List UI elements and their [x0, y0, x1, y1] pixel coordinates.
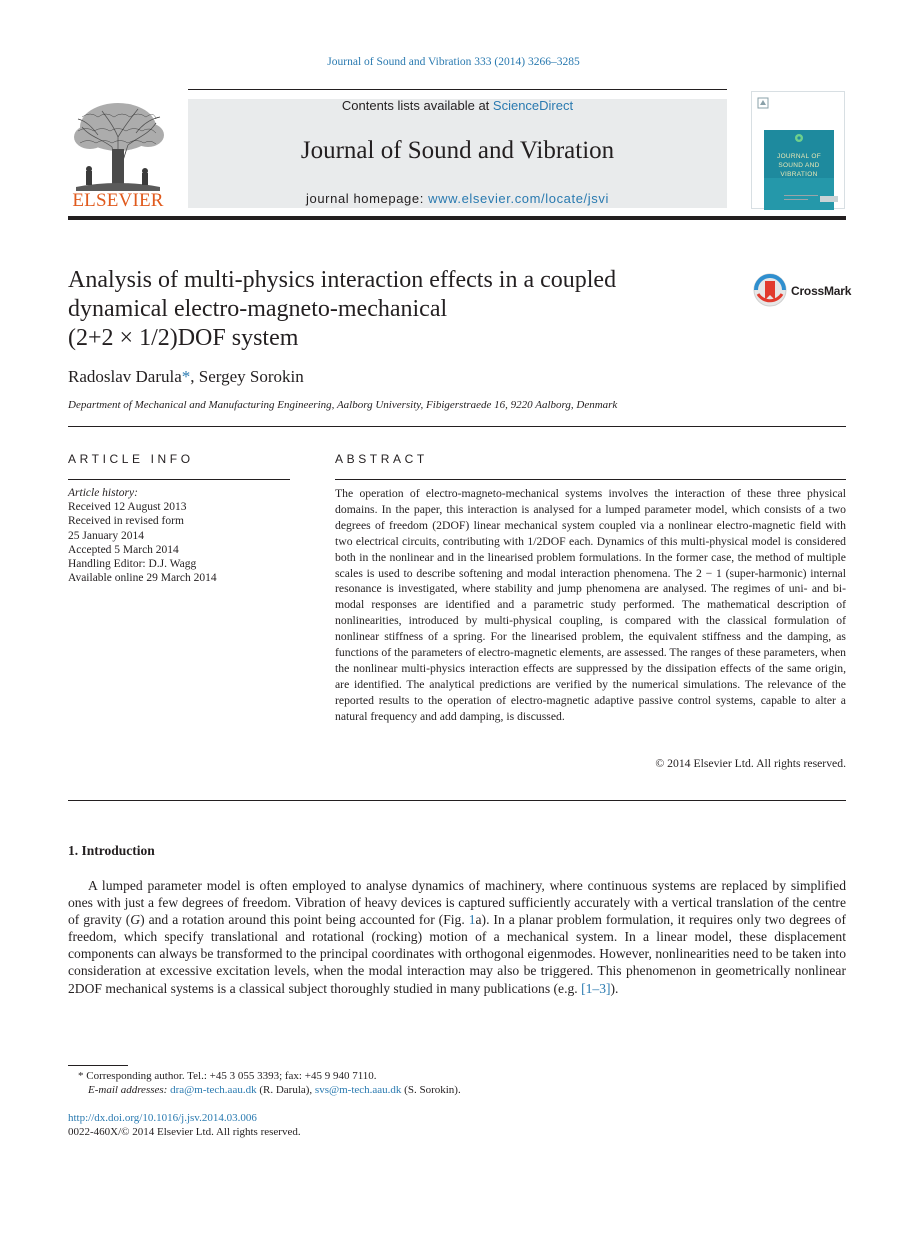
email-owner: (R. Darula), — [256, 1084, 315, 1096]
author-sorokin: , Sergey Sorokin — [190, 367, 304, 386]
abstract-text: The operation of electro-magneto-mechanical systems involves the interaction of these three physical domains. In the paper, this interaction is analysed for a lumped parameter model, which consists of a two degrees of freedom (2DOF) linear mechanical system coupled via a nonlinear electro-magnetic field with two electrical circuits, contributing with 1/2DOF each. Dynamics of this multi-physical model is considered both in the nonlinear and in the linearised problem formulations. In the former case, the method of multiple scales is used to describe softening and modal interaction phenomena. The 2 − 1 (super-harmonic) internal resonance is investigated, where stability and jump phenomena are analysed. The regimes of uni- and bi-modal responses are identified and a parametric study performed. The mathematical description of nonlinearities, introduced by multi-physical coupling, is compared with the classical formulation of nonlinear stiffness of a spring. For the linearised problem, the equivalent stiffness and the damping, as functions of the parameters of electro-magnetic elements, are assessed. The ranges of these parameters, when the nonlinear multi-physics interaction effects are suppressed by the dissipation effects of the same origin, are identified. The analytical predictions are verified by the numerical simulations. The relevance of the reported results to the operation of electro-magnetic adaptive passive control systems, capable to alter a natural frequency and add damping, is discussed. — [335, 487, 846, 723]
section-heading-introduction: 1. Introduction — [68, 843, 155, 858]
email-label: E-mail addresses: — [88, 1084, 171, 1096]
issn-copyright: 0022-460X/© 2014 Elsevier Ltd. All rights reserved. — [68, 1126, 301, 1138]
paragraph-text: ). — [610, 980, 619, 996]
abstract-heading: ABSTRACT — [335, 452, 428, 466]
article-title-line-3: (2+2 × 1/2)DOF system — [68, 325, 299, 351]
author-darula: Radoslav Darula — [68, 367, 182, 386]
history-label: Article history: — [68, 487, 138, 499]
abstract-rule — [335, 479, 846, 480]
contents-line — [188, 98, 727, 113]
abstract-copyright: © 2014 Elsevier Ltd. All rights reserved. — [655, 757, 846, 770]
footnote-corresponding-author: * Corresponding author. Tel.: +45 3 055 3393; fax: +45 9 940 7110. — [78, 1070, 377, 1082]
divider-rule — [68, 800, 846, 801]
paragraph-symbol-g: G — [130, 912, 141, 928]
cover-footer-icon — [782, 192, 840, 206]
history-item: 25 January 2014 — [68, 529, 145, 542]
history-item: Received 12 August 2013 — [68, 501, 187, 514]
header-thick-rule — [68, 216, 846, 220]
journal-citation[interactable]: Journal of Sound and Vibration 333 (2014) 3266–3285 — [327, 56, 580, 68]
journal-name: Journal of Sound and Vibration — [300, 137, 615, 164]
homepage-link[interactable]: www.elsevier.com/locate/jsvi — [428, 191, 609, 206]
article-info-heading: ARTICLE INFO — [68, 452, 194, 466]
contents-prefix: Contents lists available at — [341, 98, 493, 113]
homepage-prefix: journal homepage: — [306, 191, 429, 206]
homepage-line — [188, 191, 727, 206]
footnote-rule — [68, 1065, 128, 1066]
reference-link[interactable]: [1–3] — [581, 980, 611, 996]
sciencedirect-link[interactable]: ScienceDirect — [492, 98, 574, 113]
email-link-sorokin[interactable]: svs@m-tech.aau.dk — [314, 1084, 402, 1096]
history-item: Handling Editor: D.J. Wagg — [68, 558, 197, 571]
footnote-emails — [68, 1084, 461, 1096]
banner-top-rule — [188, 89, 727, 90]
paragraph-text: A lumped parameter model is often employed to analyse dynamics of machinery, where continuous systems are replaced by simplified ones with just a few degrees of freedom. Vibration of heavy devices is captured sufficiently accurately with a vertical translation of the centre of gravity ( — [68, 878, 846, 928]
crossmark-label[interactable]: CrossMark — [791, 284, 852, 298]
email-owner: (S. Sorokin). — [401, 1084, 461, 1096]
author-list — [68, 367, 304, 387]
elsevier-wordmark[interactable]: ELSEVIER — [72, 190, 164, 211]
email-link-darula[interactable]: dra@m-tech.aau.dk — [170, 1084, 257, 1096]
doi-link[interactable]: http://dx.doi.org/10.1016/j.jsv.2014.03.006 — [68, 1112, 257, 1124]
article-title — [68, 266, 708, 353]
history-item: Received in revised form — [68, 515, 184, 528]
crossmark-icon[interactable] — [752, 272, 792, 308]
introduction-paragraph — [68, 877, 846, 997]
cover-logo-icon — [756, 96, 770, 110]
history-item: Available online 29 March 2014 — [68, 572, 217, 585]
article-info-rule — [68, 479, 290, 480]
article-title-line-2: dynamical electro-magneto-mechanical — [68, 296, 448, 322]
article-history — [68, 486, 298, 585]
history-item: Accepted 5 March 2014 — [68, 543, 179, 556]
paragraph-text: ) and a rotation around this point being accounted for (Fig. — [140, 912, 469, 928]
affiliation: Department of Mechanical and Manufacturing Engineering, Aalborg University, Fibigerstraede 16, 9220 Aalborg, Denmark — [68, 399, 618, 411]
divider-rule — [68, 426, 846, 427]
cover-title: JOURNAL OF SOUND AND VIBRATION — [777, 153, 821, 178]
article-title-line-1: Analysis of multi-physics interaction effects in a coupled — [68, 267, 617, 293]
corresponding-author-mark[interactable]: * — [181, 367, 191, 386]
figure-link[interactable]: 1 — [468, 912, 476, 928]
paragraph-text: a). In a planar problem formulation, it requires only two degrees of freedom, which specify translational and rotational (rocking) motion of a mechanical system. In a linear model, these displacement components can always be transformed to the principal coordinates with orthogonal eigenmodes. However, nonlinearities need to be taken into consideration at excessive excitation levels, when the modal interaction may also be triggered. This phenomenon in geometrically nonlinear 2DOF mechanical systems is a classical subject thoroughly studied in many publications (e.g. — [68, 912, 846, 996]
journal-cover-thumbnail[interactable] — [751, 91, 845, 209]
